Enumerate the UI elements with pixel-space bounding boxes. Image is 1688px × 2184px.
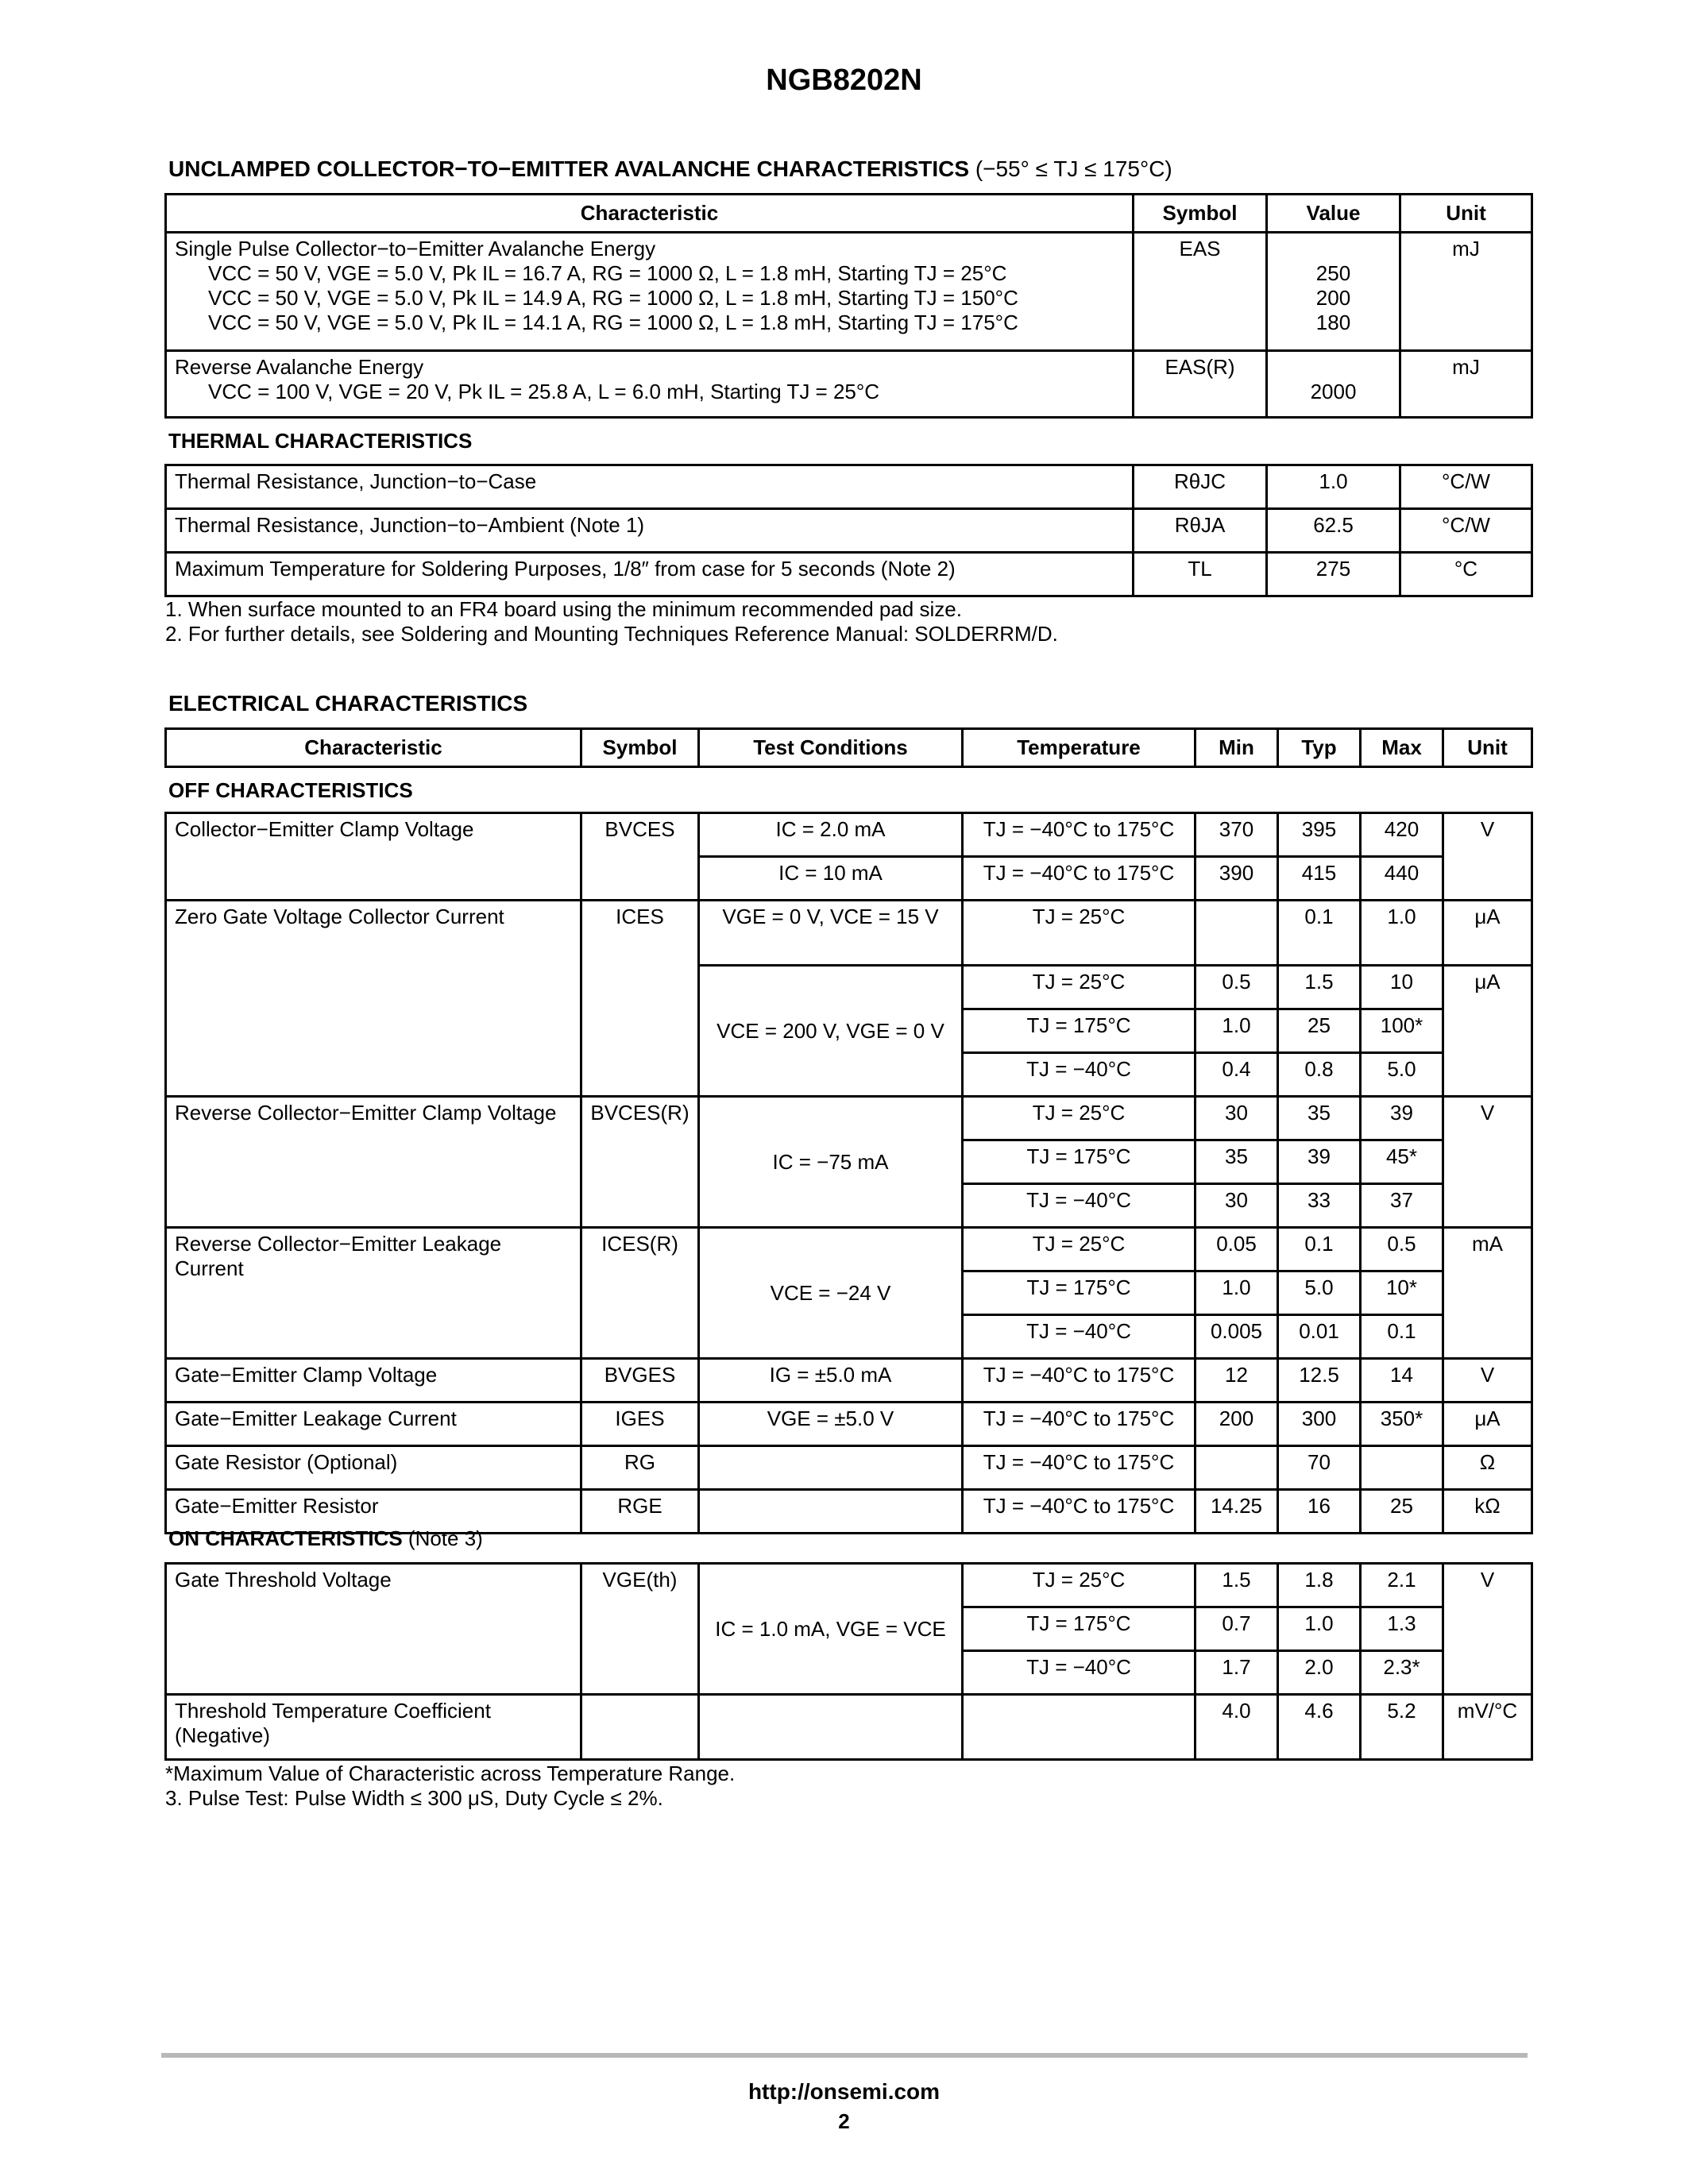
row-label: Gate−Emitter Clamp Voltage	[166, 1359, 581, 1403]
typ-cell: 70	[1278, 1446, 1361, 1490]
electrical-heading: ELECTRICAL CHARACTERISTICS	[168, 691, 528, 716]
condition-line: VCC = 50 V, VGE = 5.0 V, Pk IL = 16.7 A, RG = 1000 Ω, L = 1.8 mH, Starting TJ = 25°C	[208, 261, 1007, 285]
min-cell: 12	[1196, 1359, 1278, 1403]
avalanche-heading-text: UNCLAMPED COLLECTOR−TO−EMITTER AVALANCHE CHARACTERISTICS	[168, 156, 970, 181]
min-cell: 1.0	[1196, 1271, 1278, 1315]
col-header: Symbol	[1134, 195, 1267, 233]
avalanche-condition: (−55° ≤ TJ ≤ 175°C)	[975, 156, 1172, 181]
symbol-cell: EAS	[1134, 233, 1267, 351]
cond-cell: VCE = −24 V	[699, 1228, 963, 1359]
symbol-cell: EAS(R)	[1134, 351, 1267, 418]
cond-cell: IC = −75 mA	[699, 1097, 963, 1228]
on-heading-text: ON CHARACTERISTICS	[168, 1526, 403, 1550]
value-cell: 180	[1315, 311, 1351, 334]
cond-cell: VCE = 200 V, VGE = 0 V	[699, 966, 963, 1097]
temp-cell: TJ = −40°C to 175°C	[963, 1446, 1196, 1490]
table-row	[166, 1097, 1532, 1140]
footnote: 2. For further details, see Soldering and Mounting Techniques Reference Manual: SOLDERRM/D.	[165, 622, 1058, 646]
symbol-cell: BVGES	[581, 1359, 699, 1403]
min-cell: 0.7	[1196, 1607, 1278, 1651]
min-cell: 0.05	[1196, 1228, 1278, 1271]
table-row	[166, 1446, 1532, 1490]
table-row	[166, 553, 1532, 596]
max-cell: 37	[1361, 1184, 1443, 1228]
max-cell: 0.5	[1361, 1228, 1443, 1271]
value-cell: 2000	[1310, 380, 1357, 403]
thermal-heading: THERMAL CHARACTERISTICS	[168, 429, 473, 453]
symbol-cell: ICES	[581, 901, 699, 1097]
temp-cell: TJ = −40°C	[963, 1315, 1196, 1359]
typ-cell: 0.1	[1278, 901, 1361, 966]
footnote: 1. When surface mounted to an FR4 board using the minimum recommended pad size.	[165, 597, 962, 621]
unit-cell: Ω	[1443, 1446, 1532, 1490]
typ-cell: 12.5	[1278, 1359, 1361, 1403]
typ-cell: 16	[1278, 1490, 1361, 1534]
row-label: Gate Resistor (Optional)	[166, 1446, 581, 1490]
col-header: Unit	[1443, 729, 1532, 767]
temp-cell: TJ = 25°C	[963, 901, 1196, 966]
symbol-cell: BVCES	[581, 813, 699, 901]
temp-cell: TJ = 25°C	[963, 1564, 1196, 1607]
temp-cell: TJ = 25°C	[963, 1097, 1196, 1140]
temp-cell: TJ = −40°C to 175°C	[963, 857, 1196, 901]
on-table	[164, 1562, 1533, 1761]
temp-cell: TJ = −40°C	[963, 1184, 1196, 1228]
typ-cell: 300	[1278, 1403, 1361, 1446]
table-row	[166, 1564, 1532, 1607]
table-row	[166, 465, 1532, 509]
typ-cell: 1.0	[1278, 1607, 1361, 1651]
max-cell: 1.0	[1361, 901, 1443, 966]
table-row	[166, 1695, 1532, 1760]
unit-cell: mV/°C	[1443, 1695, 1532, 1760]
max-cell: 100*	[1361, 1009, 1443, 1053]
unit-cell: V	[1443, 1564, 1532, 1695]
typ-cell: 0.1	[1278, 1228, 1361, 1271]
max-cell: 420	[1361, 813, 1443, 857]
typ-cell: 4.6	[1278, 1695, 1361, 1760]
unit-cell: μA	[1443, 966, 1532, 1097]
max-cell: 10*	[1361, 1271, 1443, 1315]
symbol-cell: RθJA	[1134, 509, 1267, 553]
table-row	[166, 901, 1532, 966]
temp-cell: TJ = −40°C to 175°C	[963, 1359, 1196, 1403]
min-cell: 4.0	[1196, 1695, 1278, 1760]
row-label: Gate Threshold Voltage	[166, 1564, 581, 1695]
condition-line: VCC = 50 V, VGE = 5.0 V, Pk IL = 14.9 A, RG = 1000 Ω, L = 1.8 mH, Starting TJ = 150°C	[208, 286, 1018, 310]
page-number: 2	[838, 2109, 850, 2133]
cond-cell: IG = ±5.0 mA	[699, 1359, 963, 1403]
min-cell: 30	[1196, 1184, 1278, 1228]
max-cell: 45*	[1361, 1140, 1443, 1184]
condition-line: VCC = 50 V, VGE = 5.0 V, Pk IL = 14.1 A, RG = 1000 Ω, L = 1.8 mH, Starting TJ = 175°C	[208, 311, 1018, 334]
min-cell: 0.5	[1196, 966, 1278, 1009]
avalanche-heading	[168, 156, 1172, 182]
max-cell: 2.3*	[1361, 1651, 1443, 1695]
symbol-cell: RGE	[581, 1490, 699, 1534]
col-header: Characteristic	[166, 729, 581, 767]
symbol-cell: ICES(R)	[581, 1228, 699, 1359]
min-cell: 1.7	[1196, 1651, 1278, 1695]
temp-cell: TJ = 175°C	[963, 1271, 1196, 1315]
max-cell: 350*	[1361, 1403, 1443, 1446]
symbol-cell: TL	[1134, 553, 1267, 596]
max-cell: 440	[1361, 857, 1443, 901]
row-label: Collector−Emitter Clamp Voltage	[166, 813, 581, 901]
row-label: Reverse Avalanche Energy	[175, 355, 424, 379]
cond-cell	[699, 1446, 963, 1490]
min-cell: 35	[1196, 1140, 1278, 1184]
temp-cell: TJ = −40°C	[963, 1651, 1196, 1695]
unit-cell: V	[1443, 813, 1532, 901]
max-cell: 5.2	[1361, 1695, 1443, 1760]
unit-cell: °C/W	[1400, 509, 1532, 553]
table-row	[166, 233, 1532, 351]
min-cell: 14.25	[1196, 1490, 1278, 1534]
cond-cell: IC = 10 mA	[699, 857, 963, 901]
typ-cell: 5.0	[1278, 1271, 1361, 1315]
thermal-table	[164, 464, 1533, 597]
typ-cell: 39	[1278, 1140, 1361, 1184]
temp-cell: TJ = 175°C	[963, 1607, 1196, 1651]
table-row	[166, 509, 1532, 553]
symbol-cell: IGES	[581, 1403, 699, 1446]
unit-cell: kΩ	[1443, 1490, 1532, 1534]
temp-cell: TJ = −40°C to 175°C	[963, 813, 1196, 857]
row-label: Gate−Emitter Leakage Current	[166, 1403, 581, 1446]
page-title: NGB8202N	[766, 64, 922, 97]
row-label: Reverse Collector−Emitter Clamp Voltage	[166, 1097, 581, 1228]
footnote: 3. Pulse Test: Pulse Width ≤ 300 μS, Duty Cycle ≤ 2%.	[165, 1786, 663, 1810]
cond-cell: IC = 2.0 mA	[699, 813, 963, 857]
col-header: Value	[1267, 195, 1400, 233]
min-cell	[1196, 901, 1278, 966]
footer-url[interactable]: http://onsemi.com	[747, 2079, 941, 2104]
cond-cell: IC = 1.0 mA, VGE = VCE	[699, 1564, 963, 1695]
value-cell: 275	[1267, 553, 1400, 596]
row-label: Gate−Emitter Resistor	[166, 1490, 581, 1534]
typ-cell: 0.8	[1278, 1053, 1361, 1097]
unit-cell: mA	[1443, 1228, 1532, 1359]
max-cell: 10	[1361, 966, 1443, 1009]
col-header: Symbol	[581, 729, 699, 767]
value-cell: 250	[1315, 261, 1351, 285]
typ-cell: 35	[1278, 1097, 1361, 1140]
min-cell: 370	[1196, 813, 1278, 857]
value-cell: 1.0	[1267, 465, 1400, 509]
unit-cell: μA	[1443, 901, 1532, 966]
unit-cell: mJ	[1400, 351, 1532, 418]
min-cell: 390	[1196, 857, 1278, 901]
condition-line: VCC = 100 V, VGE = 20 V, Pk IL = 25.8 A, L = 6.0 mH, Starting TJ = 25°C	[208, 380, 880, 403]
min-cell	[1196, 1446, 1278, 1490]
table-row	[166, 1359, 1532, 1403]
col-header: Max	[1361, 729, 1443, 767]
min-cell: 1.0	[1196, 1009, 1278, 1053]
cond-cell	[699, 1490, 963, 1534]
min-cell: 0.005	[1196, 1315, 1278, 1359]
cond-cell: VGE = 0 V, VCE = 15 V	[699, 901, 963, 966]
row-label: Reverse Collector−Emitter Leakage Current	[166, 1228, 581, 1359]
temp-cell: TJ = 175°C	[963, 1009, 1196, 1053]
unit-cell: °C	[1400, 553, 1532, 596]
min-cell: 200	[1196, 1403, 1278, 1446]
unit-cell: mJ	[1400, 233, 1532, 351]
col-header: Typ	[1278, 729, 1361, 767]
max-cell: 39	[1361, 1097, 1443, 1140]
max-cell: 2.1	[1361, 1564, 1443, 1607]
symbol-cell: RG	[581, 1446, 699, 1490]
col-header: Characteristic	[166, 195, 1134, 233]
typ-cell: 0.01	[1278, 1315, 1361, 1359]
min-cell: 1.5	[1196, 1564, 1278, 1607]
typ-cell: 33	[1278, 1184, 1361, 1228]
symbol-cell: VGE(th)	[581, 1564, 699, 1695]
temp-cell: TJ = 175°C	[963, 1140, 1196, 1184]
temp-cell: TJ = 25°C	[963, 1228, 1196, 1271]
unit-cell: V	[1443, 1359, 1532, 1403]
row-label: Thermal Resistance, Junction−to−Ambient (Note 1)	[166, 509, 1134, 553]
electrical-header-table	[164, 727, 1533, 768]
min-cell: 0.4	[1196, 1053, 1278, 1097]
typ-cell: 1.8	[1278, 1564, 1361, 1607]
value-cell: 200	[1315, 286, 1351, 310]
off-table	[164, 812, 1533, 1534]
max-cell: 0.1	[1361, 1315, 1443, 1359]
footer-divider	[161, 2053, 1528, 2058]
symbol-cell: BVCES(R)	[581, 1097, 699, 1228]
table-row	[166, 1228, 1532, 1271]
row-label: Zero Gate Voltage Collector Current	[166, 901, 581, 1097]
typ-cell: 415	[1278, 857, 1361, 901]
temp-cell: TJ = −40°C	[963, 1053, 1196, 1097]
max-cell: 14	[1361, 1359, 1443, 1403]
max-cell: 1.3	[1361, 1607, 1443, 1651]
col-header: Test Conditions	[699, 729, 963, 767]
on-heading-note: (Note 3)	[408, 1526, 483, 1550]
row-label: Thermal Resistance, Junction−to−Case	[166, 465, 1134, 509]
col-header: Min	[1196, 729, 1278, 767]
col-header: Temperature	[963, 729, 1196, 767]
row-label: Single Pulse Collector−to−Emitter Avalanche Energy	[175, 237, 656, 260]
table-row	[166, 1403, 1532, 1446]
table-row	[166, 813, 1532, 857]
avalanche-table	[164, 193, 1533, 419]
typ-cell: 25	[1278, 1009, 1361, 1053]
max-cell	[1361, 1446, 1443, 1490]
min-cell: 30	[1196, 1097, 1278, 1140]
on-heading	[168, 1526, 483, 1551]
max-cell: 5.0	[1361, 1053, 1443, 1097]
temp-cell: TJ = 25°C	[963, 966, 1196, 1009]
value-cell: 62.5	[1267, 509, 1400, 553]
typ-cell: 2.0	[1278, 1651, 1361, 1695]
unit-cell: °C/W	[1400, 465, 1532, 509]
symbol-cell: RθJC	[1134, 465, 1267, 509]
cond-cell: VGE = ±5.0 V	[699, 1403, 963, 1446]
off-heading: OFF CHARACTERISTICS	[168, 778, 413, 802]
max-cell: 25	[1361, 1490, 1443, 1534]
unit-cell: V	[1443, 1097, 1532, 1228]
table-row	[166, 351, 1532, 418]
row-label: Maximum Temperature for Soldering Purposes, 1/8″ from case for 5 seconds (Note 2)	[166, 553, 1134, 596]
typ-cell: 1.5	[1278, 966, 1361, 1009]
typ-cell: 395	[1278, 813, 1361, 857]
temp-cell: TJ = −40°C to 175°C	[963, 1403, 1196, 1446]
temp-cell: TJ = −40°C to 175°C	[963, 1490, 1196, 1534]
row-label: Threshold Temperature Coefficient (Negative)	[166, 1695, 581, 1760]
footnote: *Maximum Value of Characteristic across Temperature Range.	[165, 1761, 736, 1785]
unit-cell: μA	[1443, 1403, 1532, 1446]
col-header: Unit	[1400, 195, 1532, 233]
